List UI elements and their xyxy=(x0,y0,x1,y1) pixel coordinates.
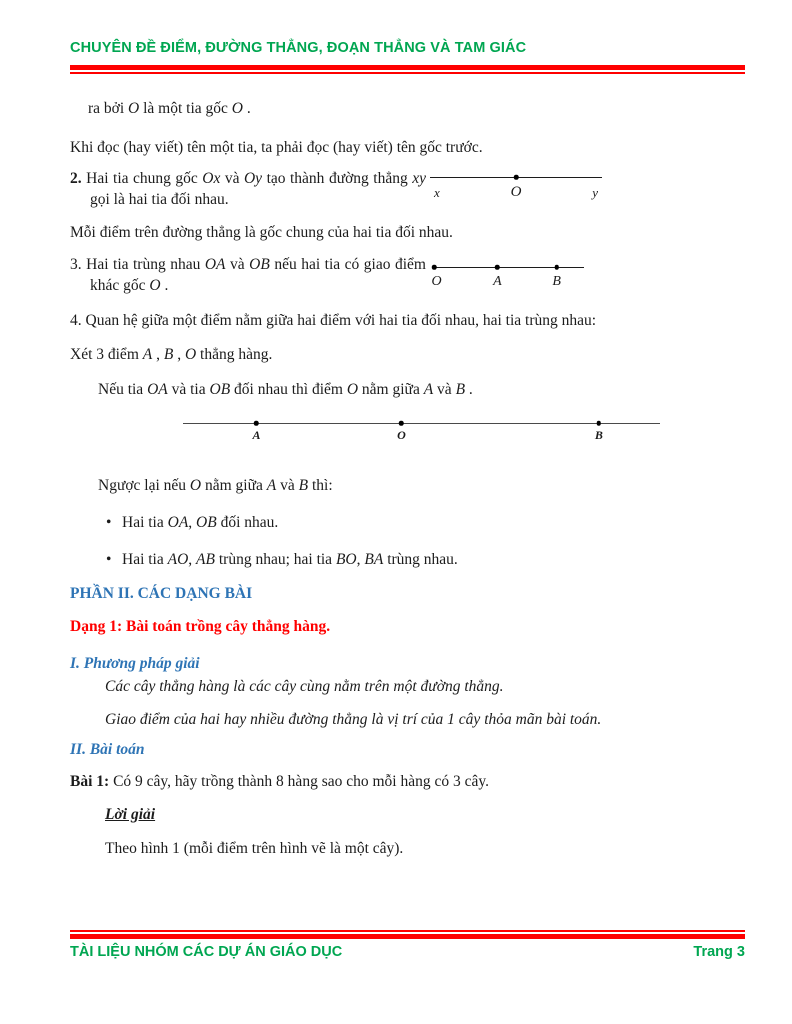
footer-page-number: Trang 3 xyxy=(693,943,745,960)
label-A: A xyxy=(252,428,261,442)
label-y: y xyxy=(592,185,598,200)
method-line-2: Giao điểm của hai hay nhiều đường thẳng là vị trí của 1 cây thỏa mãn bài toán. xyxy=(105,711,602,728)
point-A-dot xyxy=(254,421,259,426)
item-2-text: 2. Hai tia chung gốc Ox và Oy tạo thành đường thẳng xy gọi là hai tia đối nhau. xyxy=(70,170,426,208)
label-O: O xyxy=(510,184,522,200)
paragraph-xet: Xét 3 điểm A , B , O thẳng hàng. xyxy=(70,346,273,363)
page-footer xyxy=(70,930,745,960)
header-title: CHUYÊN ĐỀ ĐIỂM, ĐƯỜNG THẲNG, ĐOẠN THẲNG VÀ TAM GIÁC xyxy=(70,40,527,56)
bullet-item-2 xyxy=(70,549,746,570)
bullet-2-text: Hai tia AO, AB trùng nhau; hai tia BO, BA trùng nhau. xyxy=(122,551,458,568)
paragraph-neu: Nếu tia OA và tia OB đối nhau thì điểm O nằm giữa A và B . xyxy=(98,381,473,398)
point-B-dot xyxy=(597,421,602,426)
solution-line: Theo hình 1 (mỗi điểm trên hình vẽ là một cây). xyxy=(105,840,404,857)
label-O: O xyxy=(431,274,442,289)
solution-heading-text: Lời giải xyxy=(105,806,156,823)
heading-problems: II. Bài toán xyxy=(70,741,145,758)
bullet-icon: • xyxy=(106,514,112,531)
diagram-line-AOB xyxy=(183,414,660,448)
label-B: B xyxy=(594,428,603,442)
point-B-dot xyxy=(554,265,559,270)
point-O-dot xyxy=(432,265,437,270)
paragraph-nguoc-lai: Ngược lại nếu O nằm giữa A và B thì: xyxy=(98,477,333,494)
point-O-dot xyxy=(399,421,404,426)
item-2-row xyxy=(70,168,746,210)
footer-rule-thick xyxy=(70,934,745,939)
paragraph-intro: ra bởi O là một tia gốc O . xyxy=(88,100,251,117)
label-A: A xyxy=(493,274,502,289)
paragraph-each-point: Mỗi điểm trên đường thẳng là gốc chung của hai tia đối nhau. xyxy=(70,224,453,241)
method-line-1: Các cây thẳng hàng là các cây cùng nằm trên một đường thẳng. xyxy=(105,678,504,695)
item-3-row xyxy=(70,254,746,296)
line xyxy=(432,267,584,268)
label-x: x xyxy=(433,185,440,200)
problem-1-text: Bài 1: Có 9 cây, hãy trồng thành 8 hàng sao cho mỗi hàng có 3 cây. xyxy=(70,773,489,790)
bullet-item-1 xyxy=(70,512,746,533)
document-body xyxy=(70,0,746,859)
bullet-icon: • xyxy=(106,551,112,568)
heading-dang-1: Dạng 1: Bài toán trồng cây thẳng hàng. xyxy=(70,618,331,635)
label-O: O xyxy=(397,428,406,442)
point-A-dot xyxy=(495,265,500,270)
diagram-line-xy xyxy=(430,168,602,214)
solution-heading xyxy=(70,804,746,825)
footer-rule-thin xyxy=(70,930,745,932)
paragraph-read-rule: Khi đọc (hay viết) tên một tia, ta phải đọc (hay viết) tên gốc trước. xyxy=(70,139,483,156)
diagram-ray-OAB xyxy=(432,258,584,304)
item-4-text: 4. Quan hệ giữa một điểm nằm giữa hai điểm với hai tia đối nhau, hai tia trùng nhau: xyxy=(70,312,597,329)
point-O-dot xyxy=(514,175,519,180)
bullet-1-text: Hai tia OA, OB đối nhau. xyxy=(122,514,279,531)
heading-method: I. Phương pháp giải xyxy=(70,655,200,672)
item-3-text: 3. Hai tia trùng nhau OA và OB nếu hai tia có giao điểm khác gốc O . xyxy=(70,256,426,294)
label-B: B xyxy=(552,274,561,289)
footer-left-text: TÀI LIỆU NHÓM CÁC DỰ ÁN GIÁO DỤC xyxy=(70,943,343,960)
heading-part-2: PHẦN II. CÁC DẠNG BÀI xyxy=(70,585,253,602)
